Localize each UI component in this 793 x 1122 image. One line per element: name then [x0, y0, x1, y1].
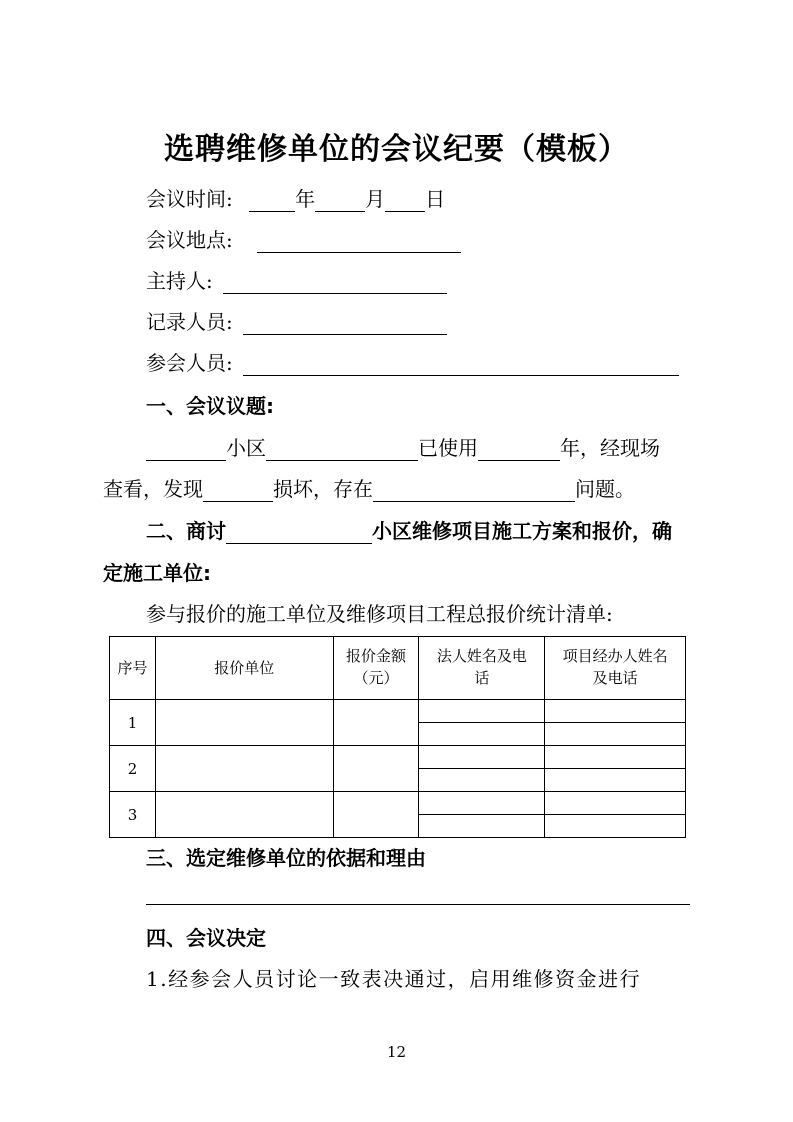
section2-heading-a: 二、商讨	[146, 519, 226, 543]
page-title: 选聘维修单位的会议纪要（模板）	[164, 132, 629, 167]
community-label: 小区	[226, 436, 266, 460]
section1-heading: 一、会议议题:	[146, 394, 274, 418]
table-row	[110, 700, 686, 723]
page-number: 12	[386, 1043, 407, 1061]
years-used-blank[interactable]	[478, 438, 560, 461]
header-unit: 报价单位	[155, 637, 333, 700]
row-amount-cell[interactable]	[333, 792, 419, 838]
recorder-blank[interactable]	[243, 312, 447, 335]
table-header-row	[110, 637, 686, 700]
header-seq: 序号	[110, 637, 156, 700]
month-blank[interactable]	[315, 189, 365, 212]
damage-item-blank[interactable]	[203, 479, 273, 502]
day-label: 日	[425, 187, 446, 211]
row-legal-cell[interactable]	[419, 792, 545, 815]
row-amount-cell[interactable]	[333, 746, 419, 792]
row-agent-cell[interactable]	[545, 700, 686, 723]
section2-community-blank[interactable]	[226, 521, 372, 544]
table-row	[110, 792, 686, 815]
row-seq: 1	[110, 700, 156, 746]
section4-heading: 四、会议决定	[146, 926, 266, 950]
quotation-table	[109, 636, 686, 838]
problem-blank[interactable]	[373, 479, 575, 502]
row-legal-cell[interactable]	[419, 723, 545, 746]
section3-heading: 三、选定维修单位的依据和理由	[146, 846, 426, 870]
row-agent-cell[interactable]	[545, 815, 686, 838]
host-label: 主持人:	[146, 269, 213, 293]
meeting-place-label: 会议地点:	[146, 228, 233, 252]
community-blank[interactable]	[146, 438, 226, 461]
row-seq: 2	[110, 746, 156, 792]
row-unit-cell[interactable]	[155, 746, 333, 792]
header-amount: 报价金额 （元）	[333, 637, 419, 700]
site-inspect-text: 年，经现场	[560, 436, 660, 460]
header-legal-person: 法人姓名及电 话	[419, 637, 545, 700]
community-name-blank[interactable]	[266, 438, 418, 461]
row-agent-cell[interactable]	[545, 792, 686, 815]
row-amount-cell[interactable]	[333, 700, 419, 746]
year-label: 年	[295, 187, 316, 211]
day-blank[interactable]	[385, 189, 425, 212]
section3-answer-line[interactable]	[146, 904, 690, 905]
row-legal-cell[interactable]	[419, 700, 545, 723]
year-blank[interactable]	[249, 189, 295, 212]
row-agent-cell[interactable]	[545, 723, 686, 746]
row-legal-cell[interactable]	[419, 769, 545, 792]
section2-heading-line2: 定施工单位:	[103, 561, 211, 585]
recorder-row	[146, 309, 447, 335]
header-project-agent: 项目经办人姓名 及电话	[545, 637, 686, 700]
damage-exists-text: 损坏，存在	[273, 477, 373, 501]
row-legal-cell[interactable]	[419, 746, 545, 769]
row-unit-cell[interactable]	[155, 792, 333, 838]
host-row	[146, 268, 447, 294]
attendees-label: 参会人员:	[146, 351, 233, 375]
table-row	[110, 746, 686, 769]
recorder-label: 记录人员:	[146, 310, 233, 334]
section1-paragraph-line1	[146, 435, 660, 461]
attendees-blank[interactable]	[243, 353, 679, 376]
used-label: 已使用	[418, 436, 478, 460]
host-blank[interactable]	[223, 271, 447, 294]
quote-list-intro: 参与报价的施工单位及维修项目工程总报价统计清单:	[146, 602, 613, 626]
meeting-time-label: 会议时间:	[146, 187, 233, 211]
inspect-found-text: 查看，发现	[103, 477, 203, 501]
meeting-place-blank[interactable]	[257, 230, 461, 253]
section1-paragraph-line2	[103, 476, 635, 502]
row-unit-cell[interactable]	[155, 700, 333, 746]
month-label: 月	[365, 187, 386, 211]
row-agent-cell[interactable]	[545, 746, 686, 769]
row-agent-cell[interactable]	[545, 769, 686, 792]
attendees-row	[146, 350, 679, 376]
section4-paragraph: 1.经参会人员讨论一致表决通过，启用维修资金进行	[146, 967, 642, 991]
meeting-time-row	[146, 186, 445, 212]
problem-text: 问题。	[575, 477, 635, 501]
row-legal-cell[interactable]	[419, 815, 545, 838]
section2-heading-b: 小区维修项目施工方案和报价，确	[372, 519, 672, 543]
meeting-place-row	[146, 227, 461, 253]
section2-heading-line1	[146, 518, 672, 544]
row-seq: 3	[110, 792, 156, 838]
